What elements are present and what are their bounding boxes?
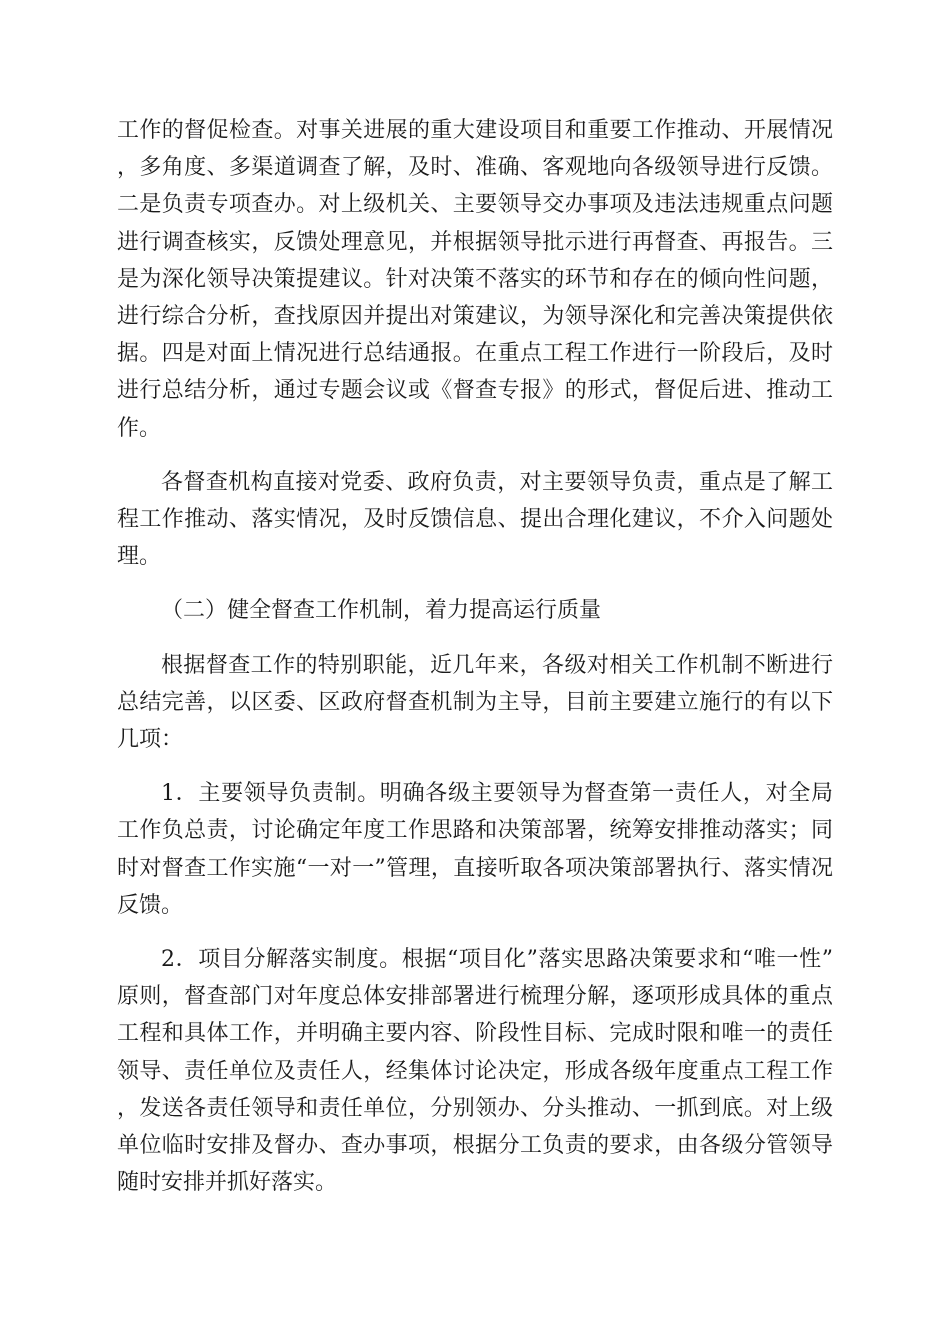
paragraph-item-1: 1．主要领导负责制。明确各级主要领导为督查第一责任人，对全局工作负总责，讨论确定年度工作思路和决策部署，统筹安排推动落实；同时对督查工作实施“一对一”管理，直接听取各项决策部署执行、落实情况反馈。 [117,781,833,918]
paragraph-mechanism-intro: 根据督查工作的特别职能，近几年来，各级对相关工作机制不断进行总结完善，以区委、区政府督查机制为主导，目前主要建立施行的有以下几项： [117,652,833,753]
section-heading: （二）健全督查工作机制，着力提高运行质量 [161,598,602,624]
paragraph-supervision-duties: 工作的督促检查。对事关进展的重大建设项目和重要工作推动、开展情况，多角度、多渠道调查了解，及时、准确、客观地向各级领导进行反馈。二是负责专项查办。对上级机关、主要领导交办事项及违法违规重点问题进行调查核实，反馈处理意见，并根据领导批示进行再督查、再报告。三是为深化领导决策提建议。针对决策不落实的环节和存在的倾向性问题，进行综合分析，查找原因并提出对策建议，为领导深化和完善决策提供依据。四是对面上情况进行总结通报。在重点工程工作进行一阶段后，及时进行总结分析，通过专题会议或《督查专报》的形式，督促后进、推动工作。 [117,118,833,441]
paragraph-item-2: 2．项目分解落实制度。根据“项目化”落实思路决策要求和“唯一性”原则，督查部门对年度总体安排部署进行梳理分解，逐项形成具体的重点工程和具体工作，并明确主要内容、阶段性目标、完成时限和唯一的责任领导、责任单位及责任人，经集体讨论决定，形成各级年度重点工程工作，发送各责任领导和责任单位，分别领办、分头推动、一抓到底。对上级单位临时安排及督办、查办事项，根据分工负责的要求，由各级分管领导随时安排并抓好落实。 [117,947,833,1196]
document-page [117,112,833,1201]
paragraph-supervision-agencies: 各督查机构直接对党委、政府负责，对主要领导负责，重点是了解工程工作推动、落实情况，及时反馈信息、提出合理化建议，不介入问题处理。 [117,469,833,570]
